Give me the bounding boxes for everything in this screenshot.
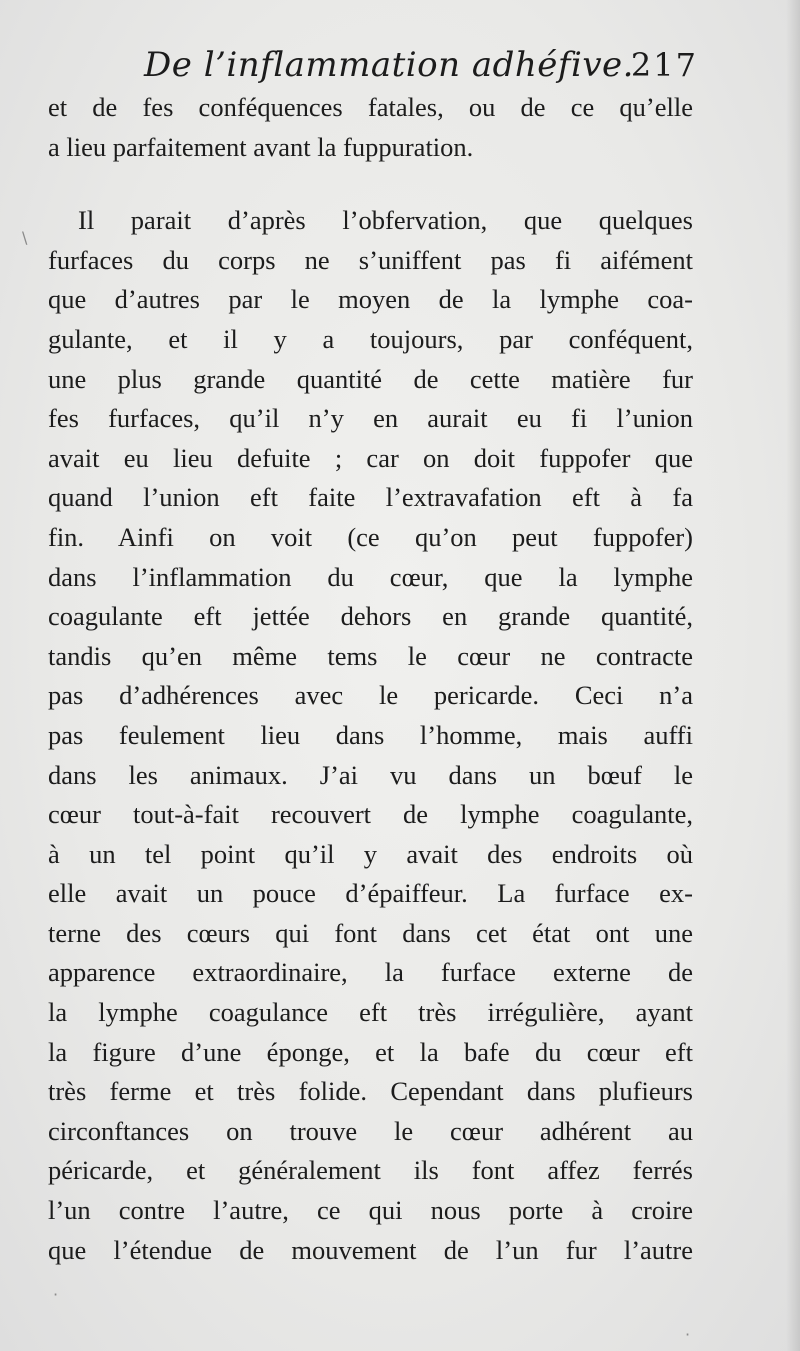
paragraph-continued — [48, 88, 693, 167]
text-line: apparence extraordinaire, la furface externe de — [48, 957, 693, 988]
text-line: péricarde, et généralement ils font affez ferrés — [48, 1155, 693, 1186]
text-line: que l’étendue de mouvement de l’un fur l’autre — [48, 1234, 693, 1265]
text-line: coagulante eft jettée dehors en grande quantité, — [48, 601, 693, 632]
text-line: une plus grande quantité de cette matière fur — [48, 363, 693, 394]
text-line: tandis qu’en même tems le cœur ne contracte — [48, 640, 693, 671]
text-line: gulante, et il y a toujours, par conféquent, — [48, 323, 693, 354]
paper-speck: · — [685, 1325, 691, 1344]
text-line: a lieu parfaitement avant la fuppuration. — [48, 131, 474, 162]
text-line: fes furfaces, qu’il n’y en aurait eu fi l’union — [48, 403, 693, 434]
text-line: l’un contre l’autre, ce qui nous porte à croire — [48, 1195, 693, 1226]
paper-speck: \ — [22, 228, 28, 247]
text-line: dans l’inflammation du cœur, que la lymphe — [48, 561, 693, 592]
text-line: terne des cœurs qui font dans cet état ont une — [48, 917, 693, 948]
text-line: très ferme et très folide. Cependant dans plufieurs — [48, 1076, 693, 1107]
text-line: à un tel point qu’il y avait des endroits où — [48, 838, 693, 869]
text-line: et de fes conféquences fatales, ou de ce qu’elle — [48, 92, 693, 122]
text-line: elle avait un pouce d’épaiffeur. La furface ex- — [48, 878, 693, 909]
text-line: Il parait d’après l’obfervation, que quelques — [78, 205, 693, 236]
text-line: pas feulement lieu dans l’homme, mais auffi — [48, 719, 693, 750]
text-line: furfaces du corps ne s’uniffent pas fi aifément — [48, 244, 693, 275]
page-edge-shadow — [786, 0, 800, 1351]
text-line: quand l’union eft faite l’extravafation eft à fa — [48, 482, 693, 513]
text-line: la lymphe coagulance eft très irrégulière, ayant — [48, 997, 693, 1028]
text-line: dans les animaux. J’ai vu dans un bœuf le — [48, 759, 693, 790]
running-head — [48, 40, 698, 90]
text-line: la figure d’une éponge, et la bafe du cœur eft — [48, 1036, 693, 1067]
paragraph-gap — [48, 167, 693, 201]
text-line: circonftances on trouve le cœur adhérent au — [48, 1115, 693, 1146]
text-line: que d’autres par le moyen de la lymphe coa- — [48, 284, 693, 315]
page-number: 217 — [630, 46, 698, 84]
paragraph — [48, 201, 693, 1270]
body-text — [48, 88, 693, 1270]
paper-speck: · — [53, 1285, 59, 1304]
text-line: pas d’adhérences avec le pericarde. Ceci n’a — [48, 680, 693, 711]
text-line: cœur tout-à-fait recouvert de lymphe coagulante, — [48, 799, 693, 830]
text-line: fin. Ainfi on voit (ce qu’on peut fuppofer) — [48, 521, 693, 552]
running-title: De l’inflammation adhéfive. — [144, 45, 634, 85]
text-line: avait eu lieu defuite ; car on doit fuppofer que — [48, 442, 693, 473]
